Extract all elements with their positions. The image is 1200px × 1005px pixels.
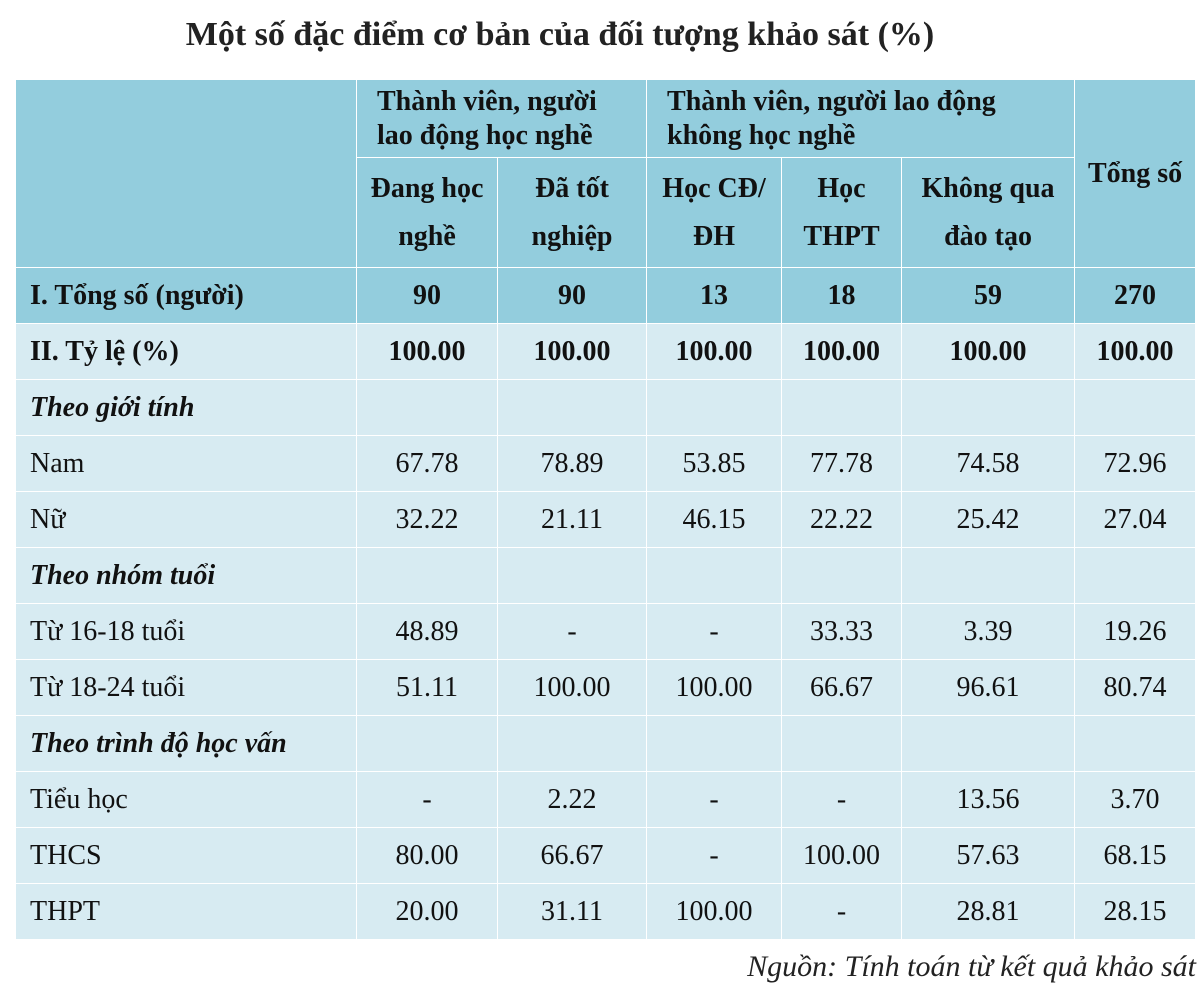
table-cell: - (647, 772, 782, 828)
table-cell: - (498, 604, 647, 660)
table-cell: 96.61 (902, 660, 1075, 716)
table-cell: 66.67 (782, 660, 902, 716)
table-cell: 80.00 (357, 828, 498, 884)
table-cell: 51.11 (357, 660, 498, 716)
table-cell: 48.89 (357, 604, 498, 660)
table-cell: 80.74 (1075, 660, 1196, 716)
row-label: Tiểu học (16, 772, 357, 828)
table-cell: - (357, 772, 498, 828)
row-label: THCS (16, 828, 357, 884)
row-label: Từ 16-18 tuổi (16, 604, 357, 660)
header-total: Tổng số (1075, 80, 1196, 268)
table-cell: 68.15 (1075, 828, 1196, 884)
table-cell: 28.15 (1075, 884, 1196, 940)
table-cell: 57.63 (902, 828, 1075, 884)
table-row (16, 492, 1196, 548)
table-row (16, 436, 1196, 492)
table-cell: 46.15 (647, 492, 782, 548)
table-row (16, 828, 1196, 884)
header-col-hoc-cd-dh: Học CĐ/ĐH (647, 158, 782, 268)
row-label: Nam (16, 436, 357, 492)
table-cell: 100.00 (1075, 324, 1196, 380)
table-cell: 13 (647, 268, 782, 324)
table-cell: 18 (782, 268, 902, 324)
table-row (16, 884, 1196, 940)
header-corner (16, 80, 357, 268)
table-cell: 67.78 (357, 436, 498, 492)
table-cell: - (647, 828, 782, 884)
row-label: Từ 18-24 tuổi (16, 660, 357, 716)
header-col-hoc-thpt: Học THPT (782, 158, 902, 268)
table-cell: 100.00 (647, 884, 782, 940)
table-cell: 28.81 (902, 884, 1075, 940)
table-cell: 100.00 (647, 324, 782, 380)
header-col-da-tot-nghiep: Đã tốt nghiệp (498, 158, 647, 268)
table-cell: 74.58 (902, 436, 1075, 492)
table-cell: 270 (1075, 268, 1196, 324)
table-cell: 59 (902, 268, 1075, 324)
table-cell: 13.56 (902, 772, 1075, 828)
header-group-learning: Thành viên, người lao động học nghề (357, 80, 647, 158)
row-label: II. Tỷ lệ (%) (16, 324, 357, 380)
table-cell: 3.39 (902, 604, 1075, 660)
table-cell: 78.89 (498, 436, 647, 492)
table-row-ratio (16, 324, 1196, 380)
table-cell: 22.22 (782, 492, 902, 548)
section-heading: Theo nhóm tuổi (16, 548, 357, 604)
section-heading: Theo giới tính (16, 380, 357, 436)
table-cell: 100.00 (357, 324, 498, 380)
table-row-total-count (16, 268, 1196, 324)
header-row-groups (16, 80, 1196, 158)
table-cell: 3.70 (1075, 772, 1196, 828)
table-cell: 77.78 (782, 436, 902, 492)
header-group-not-learning: Thành viên, người lao động không học nghề (647, 80, 1075, 158)
table-cell: 100.00 (498, 324, 647, 380)
table-cell: 90 (498, 268, 647, 324)
table-cell: 2.22 (498, 772, 647, 828)
table-cell: - (782, 772, 902, 828)
table-row (16, 660, 1196, 716)
table-cell: 100.00 (782, 324, 902, 380)
table-cell: 31.11 (498, 884, 647, 940)
row-label: THPT (16, 884, 357, 940)
table-cell: 27.04 (1075, 492, 1196, 548)
section-heading-row (16, 380, 1196, 436)
header-col-dang-hoc-nghe: Đang học nghề (357, 158, 498, 268)
table-cell: - (782, 884, 902, 940)
table-cell: 100.00 (902, 324, 1075, 380)
table-title: Một số đặc điểm cơ bản của đối tượng khảo sát (%) (185, 16, 935, 53)
section-heading: Theo trình độ học vấn (16, 716, 357, 772)
table-cell: 100.00 (647, 660, 782, 716)
survey-table (15, 79, 1196, 940)
table-row (16, 772, 1196, 828)
table-row (16, 604, 1196, 660)
table-cell: 100.00 (782, 828, 902, 884)
table-cell: 66.67 (498, 828, 647, 884)
table-cell: 53.85 (647, 436, 782, 492)
table-cell: 32.22 (357, 492, 498, 548)
table-cell: 20.00 (357, 884, 498, 940)
table-cell: 25.42 (902, 492, 1075, 548)
table-cell: - (647, 604, 782, 660)
table-cell: 90 (357, 268, 498, 324)
source-note: Nguồn: Tính toán từ kết quả khảo sát (747, 950, 1196, 983)
table-cell: 72.96 (1075, 436, 1196, 492)
section-heading-row (16, 716, 1196, 772)
row-label: I. Tổng số (người) (16, 268, 357, 324)
table-cell: 100.00 (498, 660, 647, 716)
section-heading-row (16, 548, 1196, 604)
header-col-khong-qua-dao-tao: Không qua đào tạo (902, 158, 1075, 268)
table-cell: 19.26 (1075, 604, 1196, 660)
row-label: Nữ (16, 492, 357, 548)
table-cell: 33.33 (782, 604, 902, 660)
table-cell: 21.11 (498, 492, 647, 548)
